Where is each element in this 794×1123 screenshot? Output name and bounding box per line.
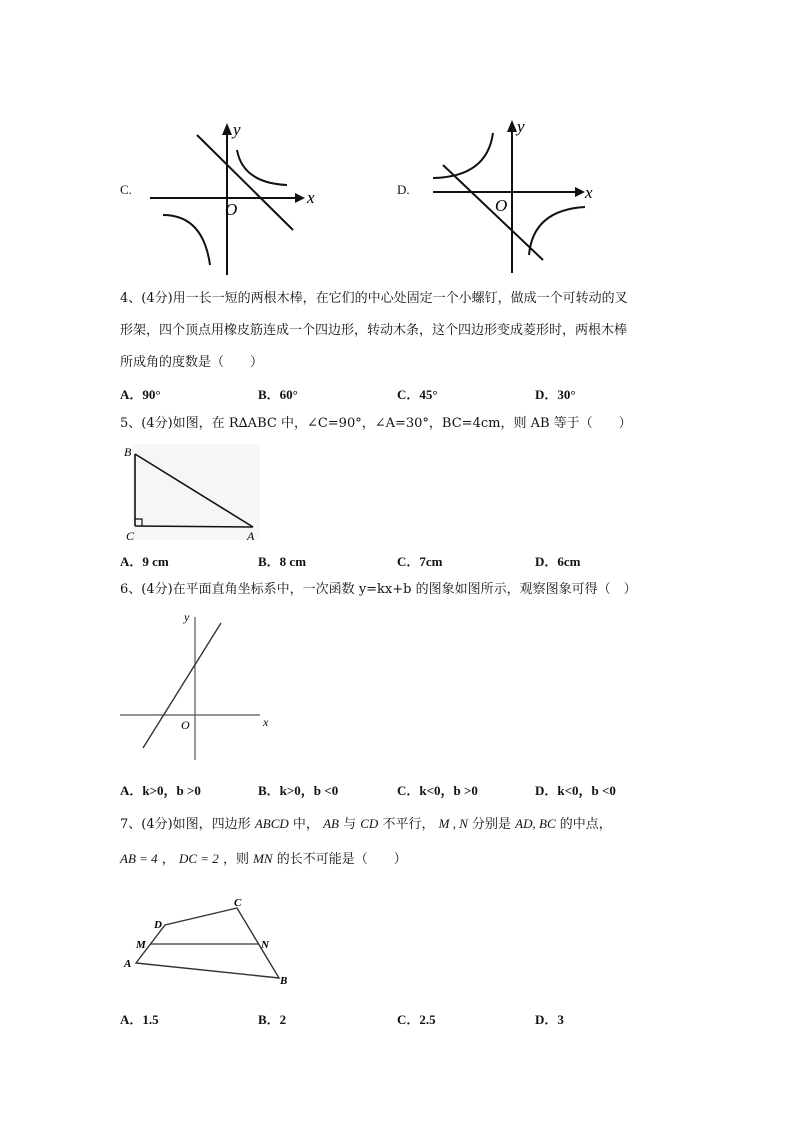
linear-function-graph — [115, 605, 275, 765]
q7-mid5: 的中点， — [559, 817, 612, 832]
graph-option-c — [145, 115, 315, 280]
q4-option-a[interactable]: A．90° — [120, 387, 161, 402]
q4-option-b[interactable]: B．60° — [258, 387, 298, 402]
q7-option-b[interactable]: B．2 — [258, 1012, 287, 1027]
q7-mid3: 不平行， — [382, 817, 435, 832]
vertex-c-label: C — [234, 897, 242, 909]
q4-option-c[interactable]: C．45° — [397, 387, 438, 402]
graph-option-d — [425, 115, 600, 280]
side-ca — [135, 526, 253, 527]
x-axis-arrow — [575, 187, 585, 197]
vertex-b-label: B — [124, 445, 132, 459]
x-axis-arrow — [295, 193, 305, 203]
q6-option-a[interactable]: A．k>0，b >0 — [120, 783, 201, 798]
q7-option-a[interactable]: A．1.5 — [120, 1012, 159, 1027]
hyperbola-branch-upper — [237, 150, 287, 185]
axis-x-label: x — [585, 183, 593, 202]
q5-option-c[interactable]: C．7cm — [397, 554, 443, 569]
question-7-line-1 — [120, 808, 680, 841]
hyperbola-branch-lower — [163, 215, 210, 265]
quadrilateral-figure — [118, 890, 298, 990]
question-6-text: 6、(4分)在平面直角坐标系中，一次函数 y=kx+b 的图象如图所示，观察图象可得（ ） — [120, 582, 637, 597]
question-4-line-3: 所成角的度数是（ ） — [120, 355, 264, 370]
q7-option-d[interactable]: D．3 — [535, 1012, 564, 1027]
y-axis-arrow — [222, 123, 232, 135]
option-c-label: C. — [120, 182, 132, 197]
q6-option-d[interactable]: D．k<0，b <0 — [535, 783, 616, 798]
linear-line — [443, 165, 543, 260]
q7-ab-eq: AB = 4 — [120, 851, 158, 866]
q7-adbc: AD, BC — [515, 816, 556, 831]
axis-y-label: y — [184, 610, 190, 624]
q7-prefix: 7、(4分)如图，四边形 — [120, 817, 251, 832]
origin-label: O — [225, 200, 238, 219]
question-7-line-2 — [120, 843, 680, 876]
origin-label: O — [495, 196, 508, 215]
triangle-figure — [118, 440, 263, 545]
q6-option-b[interactable]: B．k>0，b <0 — [258, 783, 339, 798]
q5-option-d[interactable]: D．6cm — [535, 554, 581, 569]
q5-option-b[interactable]: B．8 cm — [258, 554, 307, 569]
question-4-line-1: 4、(4分)用一长一短的两根木棒，在它们的中心处固定一个小螺钉，做成一个可转动的叉 — [120, 291, 628, 306]
q7-mid4: 分别是 — [472, 817, 512, 832]
axis-y-label: y — [517, 117, 525, 136]
axis-x-label: x — [307, 188, 315, 207]
q7-mn-name: MN — [253, 851, 273, 866]
vertex-c-label: C — [126, 529, 135, 543]
midpoint-m-label: M — [136, 939, 146, 951]
q7-abcd: ABCD — [254, 816, 289, 831]
question-4 — [120, 283, 680, 379]
question-5-text: 5、(4分)如图，在 R∆ABC 中，∠C=90°，∠A=30°，BC=4cm，则 AB 等于（ ） — [120, 416, 632, 431]
y-axis-arrow — [507, 120, 517, 132]
vertex-d-label: D — [154, 919, 162, 931]
linear-line — [197, 135, 293, 230]
q7-mid1: 中， — [292, 817, 319, 832]
q7-line2-end: 的长不可能是（ ） — [276, 852, 407, 867]
origin-label: O — [181, 718, 190, 732]
q7-mn: M , N — [438, 816, 468, 831]
q6-option-c[interactable]: C．k<0，b >0 — [397, 783, 478, 798]
axis-x-label: x — [263, 715, 269, 729]
vertex-a-label: A — [247, 529, 255, 543]
hyperbola-branch-lower — [529, 207, 585, 255]
hyperbola-branch-upper — [433, 133, 493, 178]
axis-y-label: y — [233, 120, 241, 139]
q4-option-d[interactable]: D．30° — [535, 387, 576, 402]
vertex-a-label: A — [124, 958, 132, 970]
q7-mid2: 与 — [343, 817, 357, 832]
q7-cd: CD — [360, 816, 379, 831]
q7-dc-eq: DC = 2 — [178, 851, 219, 866]
q7-option-c[interactable]: C．2.5 — [397, 1012, 436, 1027]
question-4-line-2: 形架，四个顶点用橡皮筋连成一个四边形，转动木条，这个四边形变成菱形时，两根木棒 — [120, 323, 628, 338]
q7-sep: ， — [161, 852, 175, 867]
option-d-label: D. — [397, 182, 410, 197]
vertex-b-label: B — [280, 975, 288, 987]
q7-ab: AB — [323, 816, 339, 831]
q5-option-a[interactable]: A．9 cm — [120, 554, 169, 569]
midpoint-n-label: N — [261, 939, 269, 951]
q7-line2-mid: ，则 — [222, 852, 249, 867]
